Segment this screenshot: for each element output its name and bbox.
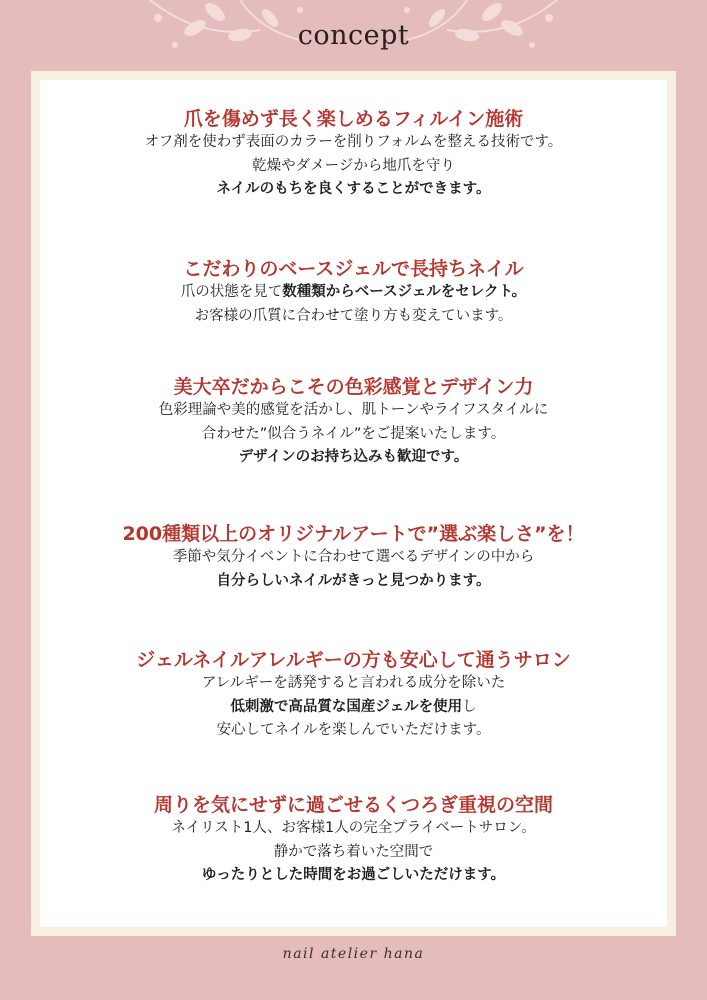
concept-section-base-gel — [40, 257, 667, 328]
section-text: 爪の状態を見て — [180, 284, 283, 300]
section-text-emphasis: 数種類からベースジェルをセレクト。 — [282, 284, 527, 300]
section-text-emphasis: デザインのお持ち込みも歓迎です。 — [238, 449, 469, 465]
section-text-row — [40, 696, 667, 720]
concept-section-original-art — [40, 522, 667, 593]
concept-section-private-space — [40, 793, 667, 888]
section-text: 季節や気分イベントに合わせて選べるデザインの中から — [172, 549, 535, 565]
section-text: アレルギーを誘発すると言われる成分を除いた — [201, 675, 506, 691]
section-heading: こだわりのベースジェルで長持ちネイル — [183, 258, 524, 280]
section-text: し — [462, 698, 477, 715]
section-text-emphasis: 低刺激で高品質な国産ジェルを使用 — [230, 698, 463, 715]
section-text: 合わせた”似合うネイル”をご提案いたします。 — [201, 425, 506, 442]
section-text: お客様の爪質に合わせて塗り方も変えています。 — [194, 307, 513, 324]
brand-logo: nail atelier hana — [282, 946, 425, 962]
section-heading: 爪を傷めず長く楽しめるフィルイン施術 — [183, 108, 524, 130]
section-heading: 周りを気にせずに過ごせるくつろぎ重視の空間 — [153, 794, 553, 816]
page-title: concept — [297, 20, 410, 51]
section-text-emphasis: ゆったりとした時間をお過ごしいただけます。 — [201, 867, 506, 883]
section-text: 乾燥やダメージから地爪を守り — [252, 157, 455, 174]
section-text: 静かで落ち着いた空間で — [273, 843, 434, 860]
section-text: オフ剤を使わず表面のカラーを削りフォルムを整える技術です。 — [144, 134, 563, 150]
section-text-row — [40, 281, 667, 305]
section-heading: 200種類以上のオリジナルアートで”選ぶ楽しさ”を！ — [122, 523, 585, 545]
section-text: 安心してネイルを楽しんでいただけます。 — [216, 722, 491, 738]
section-text-emphasis: 自分らしいネイルがきっと見つかります。 — [216, 572, 491, 589]
concept-section-filling — [40, 107, 667, 202]
section-text-emphasis: ネイルのもちを良くすることができます。 — [216, 181, 491, 197]
section-text: 色彩理論や美的感覚を活かし、肌トーンやライフスタイルに — [158, 402, 549, 418]
content-card — [40, 80, 667, 927]
concept-section-design — [40, 375, 667, 470]
concept-section-allergy — [40, 648, 667, 743]
section-text: ネイリスト1人、お客様1人の完全プライベートサロン。 — [171, 820, 536, 836]
section-heading: 美大卒だからこその色彩感覚とデザイン力 — [173, 376, 534, 398]
section-heading: ジェルネイルアレルギーの方も安心して通うサロン — [136, 649, 571, 671]
